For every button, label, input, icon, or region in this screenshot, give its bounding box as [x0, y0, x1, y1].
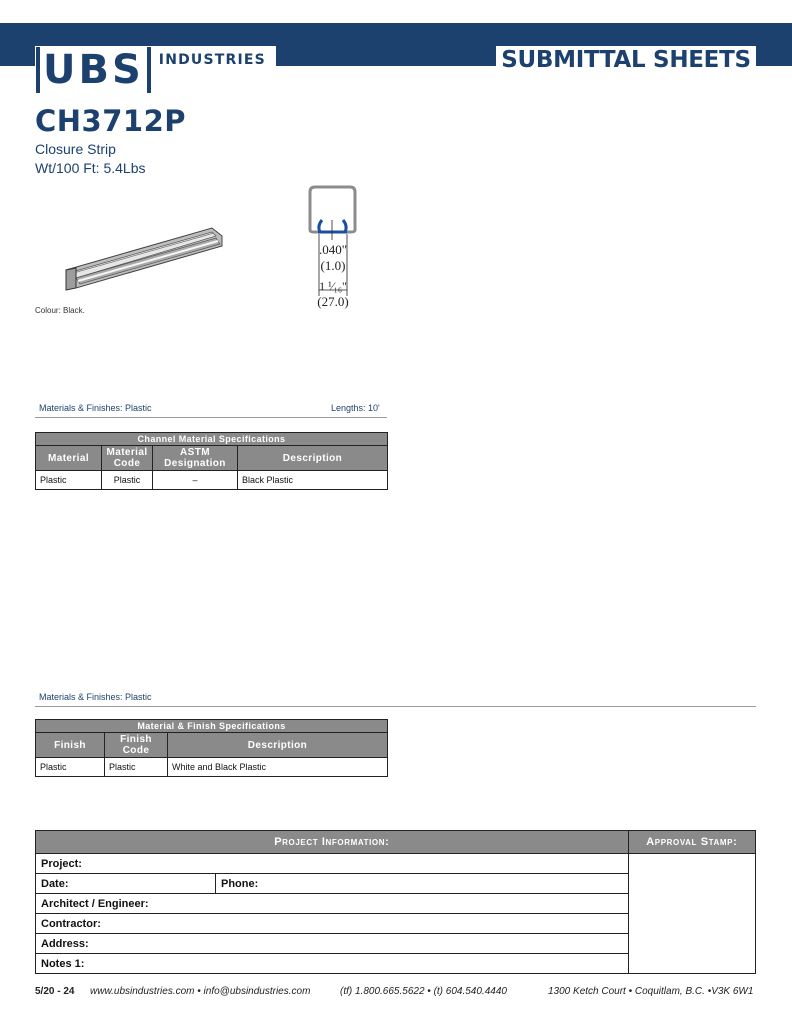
col-finish: Finish: [36, 733, 105, 758]
contractor-field[interactable]: Contractor:: [36, 914, 629, 934]
cell-finish-description: White and Black Plastic: [168, 758, 388, 777]
address-field[interactable]: Address:: [36, 934, 629, 954]
col-finish-code: Finish Code: [105, 733, 168, 758]
logo-bar-right: [147, 47, 151, 93]
cell-material-code: Plastic: [102, 471, 153, 490]
footer-web-email: [90, 986, 310, 997]
cell-finish: Plastic: [36, 758, 105, 777]
table-row: [36, 758, 388, 777]
channel-materials-label: Materials & Finishes: Plastic: [39, 403, 152, 413]
cell-material: Plastic: [36, 471, 102, 490]
footer-address: [548, 986, 753, 997]
footer-revision: 5/20 - 24: [35, 986, 75, 997]
footer-web-email-text: www.ubsindustries.com • info@ubsindustries.com: [90, 986, 311, 997]
phone-field[interactable]: Phone:: [216, 874, 629, 894]
notes-field[interactable]: Notes 1:: [36, 954, 629, 974]
footer-address-text: 1300 Ketch Court • Coquitlam, B.C. •V3K 6W1: [548, 986, 754, 997]
col-material-code: Material Code: [102, 446, 153, 471]
approval-stamp-title: Approval Stamp:: [628, 831, 755, 854]
project-info-table: [35, 830, 756, 974]
architect-field[interactable]: Architect / Engineer:: [36, 894, 629, 914]
product-name: Closure Strip: [35, 141, 116, 157]
finish-materials-label: Materials & Finishes: Plastic: [39, 692, 152, 702]
col-material: Material: [36, 446, 102, 471]
finish-section-divider: [35, 706, 756, 707]
footer-phones-text: (tf) 1.800.665.5622 • (t) 604.540.4440: [340, 986, 507, 997]
date-field[interactable]: Date:: [36, 874, 216, 894]
project-info-title: Project Information:: [36, 831, 629, 854]
footer-phones: [340, 986, 507, 997]
channel-table-title: Channel Material Specifications: [36, 433, 388, 446]
col-astm: ASTM Designation: [153, 446, 238, 471]
product-weight: Wt/100 Ft: 5.4Lbs: [35, 160, 146, 176]
closure-strip-render-icon: [62, 222, 224, 294]
finish-spec-table: [35, 719, 388, 777]
cell-description: Black Plastic: [238, 471, 388, 490]
colour-note: Colour: Black.: [35, 306, 85, 315]
channel-spec-table: [35, 432, 388, 490]
project-field[interactable]: Project:: [36, 854, 629, 874]
ubs-logo: [36, 47, 266, 93]
finish-table-title: Material & Finish Specifications: [36, 720, 388, 733]
col-finish-description: Description: [168, 733, 388, 758]
thickness-mm: (1.0): [320, 258, 346, 273]
width-in: 1 ¹⁄₁₆": [319, 279, 347, 293]
cross-section-diagram: [300, 184, 370, 314]
channel-section-divider: [35, 417, 387, 418]
width-mm: (27.0): [317, 294, 349, 309]
table-row: [36, 471, 388, 490]
thickness-in: .040": [318, 242, 348, 257]
logo-brand: UBS: [43, 47, 144, 93]
logo-suffix: INDUSTRIES: [158, 52, 266, 68]
part-number: CH3712P: [35, 104, 187, 138]
channel-lengths-label: Lengths: 10': [331, 403, 380, 413]
col-description: Description: [238, 446, 388, 471]
approval-stamp-area[interactable]: [628, 854, 755, 974]
cell-astm: –: [153, 471, 238, 490]
cell-finish-code: Plastic: [105, 758, 168, 777]
doc-type-title: SUBMITTAL SHEETS: [501, 47, 751, 73]
